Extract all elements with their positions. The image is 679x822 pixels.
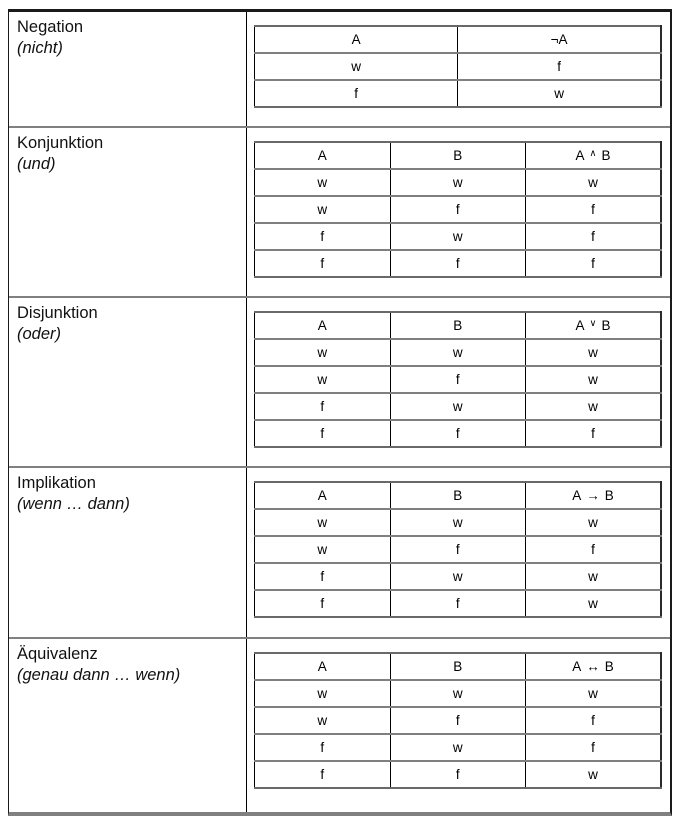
table-header-cell: B bbox=[390, 653, 526, 680]
section-negation bbox=[9, 12, 670, 126]
table-row bbox=[255, 169, 662, 196]
table-cell: f bbox=[526, 734, 662, 761]
table-header-row bbox=[255, 482, 662, 509]
table-row bbox=[255, 420, 662, 447]
truth-table-implikation bbox=[254, 481, 662, 618]
table-header-cell: B bbox=[390, 142, 526, 169]
table-row bbox=[255, 250, 662, 277]
table-row bbox=[255, 563, 662, 590]
table-cell: f bbox=[390, 707, 526, 734]
section-aequivalenz bbox=[9, 637, 670, 812]
table-row bbox=[255, 680, 662, 707]
section-subtitle: (wenn … dann) bbox=[17, 495, 130, 513]
section-subtitle: (genau dann … wenn) bbox=[17, 666, 181, 684]
operand-left: A bbox=[572, 488, 582, 503]
table-header-cell bbox=[526, 482, 662, 509]
table-header-cell bbox=[526, 653, 662, 680]
section-title: Konjunktion bbox=[17, 134, 104, 152]
section-implikation bbox=[9, 466, 670, 637]
table-header-cell: A bbox=[317, 488, 327, 503]
table-cell: w bbox=[255, 509, 391, 536]
table-row bbox=[255, 80, 662, 107]
section-disjunktion bbox=[9, 296, 670, 466]
table-cell: f bbox=[390, 590, 526, 617]
table-cell: w bbox=[390, 169, 526, 196]
table-cell: w bbox=[390, 393, 526, 420]
table-cell: f bbox=[390, 196, 526, 223]
table-cell: f bbox=[255, 80, 458, 107]
section-subtitle: (oder) bbox=[17, 325, 62, 343]
table-cell: f bbox=[526, 223, 662, 250]
section-title: Negation bbox=[17, 18, 84, 36]
table-header-row bbox=[255, 142, 662, 169]
table-cell: f bbox=[390, 420, 526, 447]
table-header-cell: ¬A bbox=[458, 26, 661, 53]
table-cell: w bbox=[526, 680, 662, 707]
table-row bbox=[255, 509, 662, 536]
section-label-cell bbox=[9, 468, 247, 637]
section-title: Äquivalenz bbox=[17, 645, 98, 663]
table-cell: f bbox=[526, 420, 662, 447]
table-cell: w bbox=[255, 366, 391, 393]
table-cell: w bbox=[255, 53, 458, 80]
table-row bbox=[255, 366, 662, 393]
table-cell: w bbox=[255, 169, 391, 196]
operand-right: B bbox=[604, 488, 614, 503]
truth-table-aequivalenz bbox=[254, 652, 662, 789]
table-header-cell: A bbox=[317, 659, 327, 674]
section-content-cell bbox=[247, 298, 670, 466]
table-row bbox=[255, 536, 662, 563]
table-cell: f bbox=[390, 250, 526, 277]
operand-right: B bbox=[604, 659, 614, 674]
truth-table-negation bbox=[254, 25, 662, 108]
table-header-row bbox=[255, 653, 662, 680]
operand-left: A bbox=[575, 148, 585, 163]
table-header-cell: A bbox=[317, 148, 327, 163]
table-row bbox=[255, 393, 662, 420]
table-row bbox=[255, 223, 662, 250]
section-label-cell bbox=[9, 12, 247, 126]
section-subtitle: (nicht) bbox=[17, 39, 63, 57]
table-cell: f bbox=[255, 590, 391, 617]
section-label-cell bbox=[9, 128, 247, 296]
table-cell: f bbox=[526, 707, 662, 734]
table-cell: f bbox=[390, 366, 526, 393]
table-cell: w bbox=[390, 680, 526, 707]
table-cell: w bbox=[390, 223, 526, 250]
or-operator-icon: ∨ bbox=[589, 318, 597, 329]
table-cell: f bbox=[526, 196, 662, 223]
table-header-cell bbox=[526, 312, 662, 339]
section-subtitle: (und) bbox=[17, 155, 56, 173]
table-cell: f bbox=[390, 761, 526, 788]
section-content-cell bbox=[247, 12, 670, 126]
section-content-cell bbox=[247, 639, 670, 812]
table-row bbox=[255, 707, 662, 734]
section-title: Disjunktion bbox=[17, 304, 98, 322]
table-cell: f bbox=[255, 761, 391, 788]
equivalence-arrow-icon: ↔ bbox=[586, 659, 600, 674]
logic-operators-table bbox=[8, 9, 672, 816]
table-row bbox=[255, 339, 662, 366]
operand-left: A bbox=[575, 318, 585, 333]
table-header-cell: A bbox=[351, 32, 361, 47]
table-cell: w bbox=[458, 80, 661, 107]
operand-right: B bbox=[601, 148, 611, 163]
section-label-cell bbox=[9, 298, 247, 466]
table-row bbox=[255, 53, 662, 80]
table-row bbox=[255, 761, 662, 788]
table-cell: w bbox=[255, 196, 391, 223]
table-cell: f bbox=[255, 250, 391, 277]
table-cell: f bbox=[526, 250, 662, 277]
table-row bbox=[255, 590, 662, 617]
table-cell: w bbox=[526, 393, 662, 420]
table-header-cell: B bbox=[390, 312, 526, 339]
table-cell: f bbox=[255, 223, 391, 250]
table-cell: w bbox=[526, 366, 662, 393]
table-cell: w bbox=[255, 339, 391, 366]
table-cell: w bbox=[526, 169, 662, 196]
table-cell: w bbox=[526, 339, 662, 366]
table-header-cell bbox=[526, 142, 662, 169]
section-content-cell bbox=[247, 128, 670, 296]
table-cell: f bbox=[255, 420, 391, 447]
table-header-cell: B bbox=[390, 482, 526, 509]
section-label-cell bbox=[9, 639, 247, 812]
table-cell: f bbox=[255, 393, 391, 420]
table-cell: w bbox=[255, 536, 391, 563]
table-cell: f bbox=[526, 536, 662, 563]
table-cell: w bbox=[526, 761, 662, 788]
implication-arrow-icon: → bbox=[586, 488, 600, 503]
table-cell: f bbox=[255, 734, 391, 761]
table-cell: f bbox=[255, 563, 391, 590]
table-row bbox=[255, 734, 662, 761]
table-cell: w bbox=[390, 509, 526, 536]
and-operator-icon: ∧ bbox=[589, 148, 597, 159]
section-konjunktion bbox=[9, 126, 670, 296]
table-cell: w bbox=[526, 563, 662, 590]
truth-table-konjunktion bbox=[254, 141, 662, 278]
table-cell: w bbox=[526, 509, 662, 536]
table-cell: f bbox=[390, 536, 526, 563]
table-cell: w bbox=[526, 590, 662, 617]
table-header-row bbox=[255, 312, 662, 339]
table-cell: w bbox=[255, 707, 391, 734]
table-cell: w bbox=[390, 563, 526, 590]
table-cell: w bbox=[390, 734, 526, 761]
truth-table-disjunktion bbox=[254, 311, 662, 448]
section-content-cell bbox=[247, 468, 670, 637]
table-cell: w bbox=[255, 680, 391, 707]
table-cell: f bbox=[458, 53, 661, 80]
table-header-row bbox=[255, 26, 662, 53]
operand-left: A bbox=[572, 659, 582, 674]
table-row bbox=[255, 196, 662, 223]
table-header-cell: A bbox=[317, 318, 327, 333]
table-cell: w bbox=[390, 339, 526, 366]
operand-right: B bbox=[601, 318, 611, 333]
section-title: Implikation bbox=[17, 474, 96, 492]
